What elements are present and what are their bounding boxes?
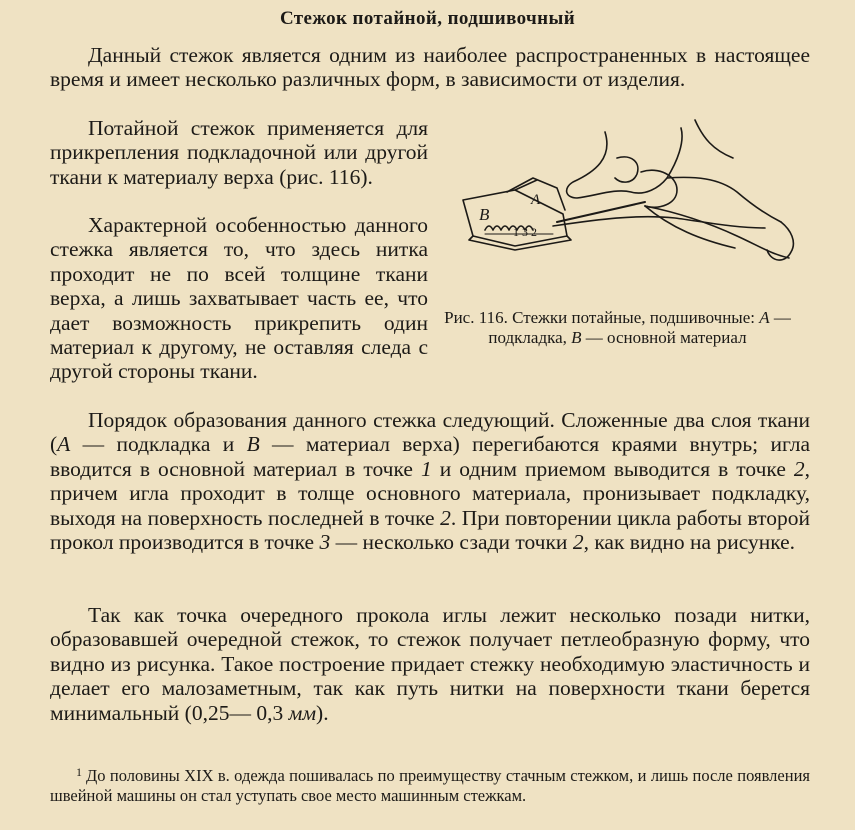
figure-label-a: А (531, 192, 541, 208)
paragraph-2: Потайной стежок применяется для прикрепления подкладочной или другой ткани к материалу верха (рис. 116). (50, 116, 428, 189)
paragraph-1: Данный стежок является одним из наиболее распространенных в настоящее время и имеет несколько различных форм, в зависимости от изделия. (50, 43, 810, 92)
thread (553, 217, 765, 228)
paragraph-3: Характерной особенностью данного стежка является то, что здесь нитка проходит не по всей толщине ткани верха, а лишь захватывает часть ее, что дает возможность прикрепить один материал к другому, не оставляя следа с другой стороны ткани. (50, 213, 428, 384)
figure-point-numbers: 1 3 2 (513, 225, 537, 239)
figure-label-b: В (479, 205, 490, 224)
section-heading: Стежок потайной, подшивочный (279, 8, 576, 29)
footnote (50, 762, 810, 806)
footnote-marker: 1 (76, 765, 82, 779)
footnote-text: До половины XIX в. одежда пошивалась по преимуществу стачным стежком, и лишь после появления швейной машины он стал уступать свое место машинным стежкам. (50, 766, 810, 805)
paragraph-5: Так как точка очередного прокола иглы лежит несколько позади нитки, образовавшей очередной стежок, то стежок получает петлеобразную форму, что видно из рисунка. Такое построение придает стежку необходимую эластичность и делает его малозаметным, так как путь нитки на поверхности ткани берется минимальный (0,25— 0,3 мм). (50, 603, 810, 725)
hand-drawing (567, 128, 682, 198)
figure-caption: Рис. 116. Стежки потайные, подшивочные: А — подкладка, В — основной материал (444, 308, 791, 347)
figure-116-illustration (445, 118, 815, 298)
paragraph-4: Порядок образования данного стежка следующий. Сложенные два слоя ткани (А — подкладка и В — материал верха) перегибаются краями внутрь; игла вводится в основной материал в точке 1 и одним приемом выводится в точке 2, причем игла проходит в толще основного материала, пронизывает подкладку, выходя на поверхность последней в точке 2. При повторении цикла работы второй прокол производится в точке 3 — несколько сзади точки 2, как видно на рисунке. (50, 408, 811, 555)
